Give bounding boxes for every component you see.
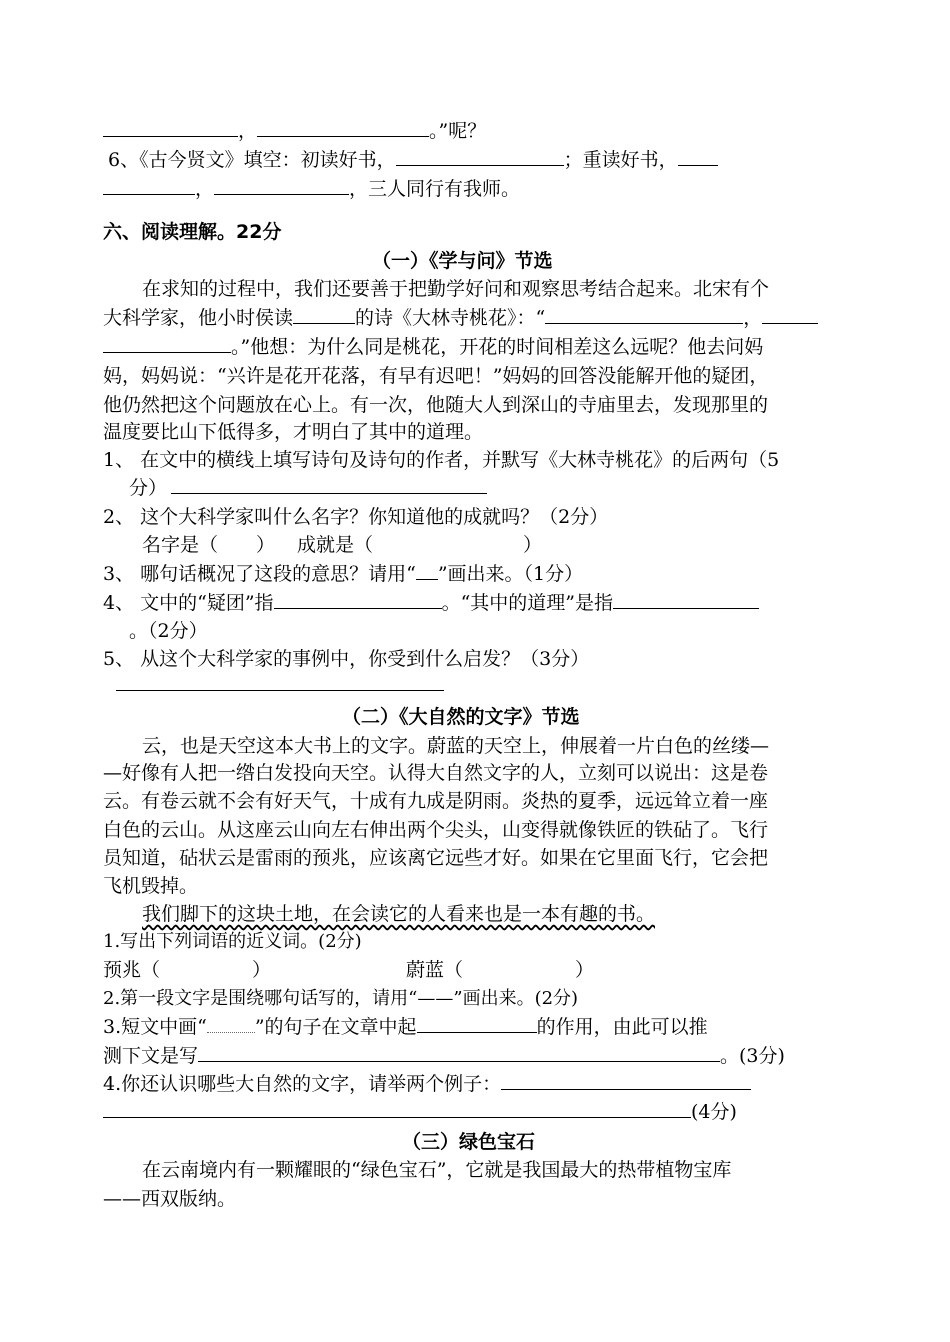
answer-line [116,690,444,691]
blank [103,176,195,195]
blank [396,147,564,166]
p1-line-2: 大科学家，他小时侯读 的诗《大林寺桃花》：“ ， [103,305,818,331]
p2-question-4: 4.你还认识哪些大自然的文字，请举两个例子： [103,1071,751,1097]
blank [416,561,438,580]
p2-question-1-words: 预兆（ ） 蔚蓝（ ） [103,959,595,981]
p1-question-3: 3、 哪句话概况了这段的意思？请用“ ”画出来。（1分） [103,563,584,585]
p3-line-2: ——西双版纳。 [103,1188,237,1210]
p2-line-4: 白色的云山。从这座云山向左右伸出两个尖头，山变得就像铁匠的铁砧了。飞行 [103,819,769,841]
p1-line-1: 在求知的过程中，我们还要善于把勤学好问和观察思考结合起来。北宋有个 [142,278,770,300]
p1-question-2-answer: 名字是（ ） 成就是（ ） [142,534,543,556]
blank [613,590,759,609]
p2-question-3: 3.短文中画“ ”的句子在文章中起 的作用，由此可以推 [103,1016,708,1038]
blank [501,1071,751,1090]
p2-line-3: 云。有卷云就不会有好天气，十成有九成是阴雨。炎热的夏季，远远耸立着一座 [103,790,769,812]
p3-line-1: 在云南境内有一颗耀眼的“绿色宝石”，它就是我国最大的热带植物宝库 [142,1159,732,1181]
p1-line-6: 温度要比山下低得多，才明白了其中的道理。 [103,421,484,443]
p2-line-2: —好像有人把一绺白发投向天空。认得大自然文字的人，立刻可以说出：这是卷 [103,762,769,784]
p1-line-3: 。”他想：为什么同是桃花，开花的时间相差这么远呢？他去问妈 [103,334,763,360]
p1-question-1-cont: 分） [129,475,487,501]
blank [293,305,355,324]
p2-question-4-cont: (4分) [103,1099,737,1125]
top-line-1: ， 。”呢？ [103,118,486,144]
wavy-mark [207,1016,255,1033]
blank [545,305,743,324]
p2-question-1: 1.写出下列词语的近义词。(2分) [103,931,362,952]
p1-line-5: 他仍然把这个问题放在心上。有一次，他随大人到深山的寺庙里去，发现那里的 [103,394,769,416]
p2-line-5: 员知道，砧状云是雷雨的预兆，应该离它远些才好。如果在它里面飞行，它会把 [103,847,769,869]
p2-line-1: 云，也是天空这本大书上的文字。蔚蓝的天空上，伸展着一片白色的丝缕— [142,735,770,757]
blank [103,118,238,137]
p2-question-2: 2.第一段文字是围绕哪句话写的，请用“——”画出来。(2分) [103,988,579,1009]
blank [678,147,718,166]
passage-1-title: （一）《学与问》节选 [372,250,553,272]
passage-2-title: （二）《大自然的文字》节选 [342,706,580,728]
blank [214,176,349,195]
p2-line-7: 我们脚下的这块土地，在会读它的人看来也是一本有趣的书。 [142,903,656,925]
answer-line [103,1099,691,1118]
section-title: 六、阅读理解。22分 [103,221,282,243]
p2-line-6: 飞机毁掉。 [103,875,199,897]
answer-line [171,475,487,494]
blank [103,334,231,353]
p1-question-2: 2、 这个大科学家叫什么名字？你知道他的成就吗？（2分） [103,506,609,528]
blank [274,590,442,609]
top-line-3: ， ，三人同行有我师。 [103,176,520,202]
top-line-2: 6、《古今贤文》填空：初读好书， ；重读好书， [108,147,718,173]
blank [762,305,818,324]
blank [257,118,429,137]
p1-question-4-cont: 。（2分） [129,620,208,642]
p1-line-4: 妈，妈妈说：“兴许是花开花落，有早有迟吧！”妈妈的回答没能解开他的疑团， [103,365,769,387]
p1-question-1: 1、 在文中的横线上填写诗句及诗句的作者，并默写《大林寺桃花》的后两句（5 [103,449,780,471]
p1-question-4: 4、 文中的“疑团”指 。“其中的道理”是指 [103,590,759,616]
p2-question-3-cont: 测下文是写 。(3分) [103,1045,785,1067]
p1-question-5: 5、 从这个大科学家的事例中，你受到什么启发？（3分） [103,648,590,670]
blank [198,1043,720,1062]
blank [417,1014,537,1033]
passage-3-title: （三）绿色宝石 [402,1131,536,1153]
